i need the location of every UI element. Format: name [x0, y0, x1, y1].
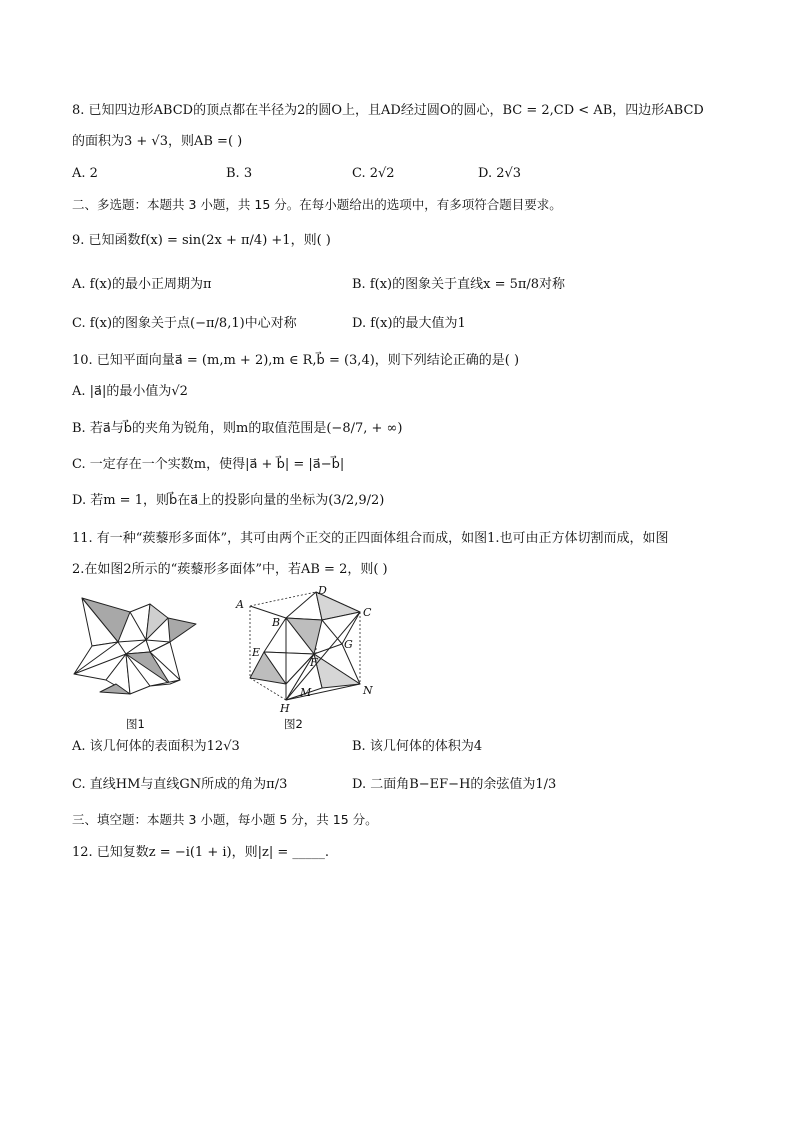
- fig2-label-f: F: [310, 656, 318, 669]
- q11-option-b: B. 该几何体的体积为4: [352, 739, 483, 754]
- figure-1-caption: 图1: [126, 717, 145, 731]
- q11-stem-line1: 11. 有一种“蒺藜形多面体”，其可由两个正交的正四面体组合而成，如图1.也可由正方体切割而成，如图: [72, 531, 669, 546]
- q10-option-b: B. 若a⃗与b⃗的夹角为锐角，则m的取值范围是(−8/7, + ∞): [72, 421, 403, 436]
- q9-stem: 9. 已知函数f(x) = sin(2x + π/4) +1，则( ): [72, 233, 331, 248]
- fig2-label-m: M: [300, 686, 312, 699]
- figure-2-caption: 图2: [284, 717, 303, 731]
- section-multi-choice-header: 二、多选题：本题共 3 小题，共 15 分。在每小题给出的选项中，有多项符合题目要求。: [72, 197, 562, 212]
- figure-2-cube-cut-polyhedron: [232, 584, 382, 714]
- figure-1-star-polyhedron: [70, 594, 205, 700]
- q11-option-a: A. 该几何体的表面积为12√3: [72, 739, 240, 754]
- q12-stem: 12. 已知复数z = −i(1 + i)，则|z| = _____.: [72, 845, 329, 860]
- fig2-label-g: G: [344, 638, 353, 651]
- q10-option-d: D. 若m = 1，则b⃗在a⃗上的投影向量的坐标为(3/2,9/2): [72, 493, 385, 508]
- fig2-label-a: A: [236, 598, 244, 611]
- q8-option-b: B. 3: [226, 166, 253, 181]
- fig2-label-n: N: [363, 684, 373, 697]
- q8-option-d: D. 2√3: [478, 166, 522, 181]
- fig2-label-b: B: [272, 616, 281, 629]
- q11-option-c: C. 直线HM与直线GN所成的角为π/3: [72, 777, 288, 792]
- q8-option-c: C. 2√2: [352, 166, 395, 181]
- q9-option-d: D. f(x)的最大值为1: [352, 316, 466, 331]
- fig2-label-h: H: [280, 702, 290, 714]
- q10-option-c: C. 一定存在一个实数m，使得|a⃗ + b⃗| = |a⃗−b⃗|: [72, 457, 345, 472]
- q8-stem-line1: 8. 已知四边形ABCD的顶点都在半径为2的圆O上，且AD经过圆O的圆心，BC = 2,CD < AB，四边形ABCD: [72, 103, 704, 118]
- fig2-label-d: D: [318, 584, 327, 597]
- q10-stem: 10. 已知平面向量a⃗ = (m,m + 2),m ∈ R,b⃗ = (3,4)，则下列结论正确的是( ): [72, 353, 520, 368]
- q9-option-c: C. f(x)的图象关于点(−π/8,1)中心对称: [72, 316, 297, 331]
- q9-option-b: B. f(x)的图象关于直线x = 5π/8对称: [352, 277, 566, 292]
- q9-option-a: A. f(x)的最小正周期为π: [72, 277, 212, 292]
- section-fill-in-header: 三、填空题：本题共 3 小题，每小题 5 分，共 15 分。: [72, 812, 378, 827]
- fig2-label-c: C: [363, 606, 372, 619]
- q8-stem-line2: 的面积为3 + √3，则AB =( ): [72, 134, 243, 149]
- q11-option-d: D. 二面角B−EF−H的余弦值为1/3: [352, 777, 557, 792]
- q11-stem-line2: 2.在如图2所示的“蒺藜形多面体”中，若AB = 2，则( ): [72, 562, 388, 577]
- q10-option-a: A. |a⃗|的最小值为√2: [72, 384, 188, 399]
- q8-option-a: A. 2: [72, 166, 98, 181]
- fig2-label-e: E: [252, 646, 261, 659]
